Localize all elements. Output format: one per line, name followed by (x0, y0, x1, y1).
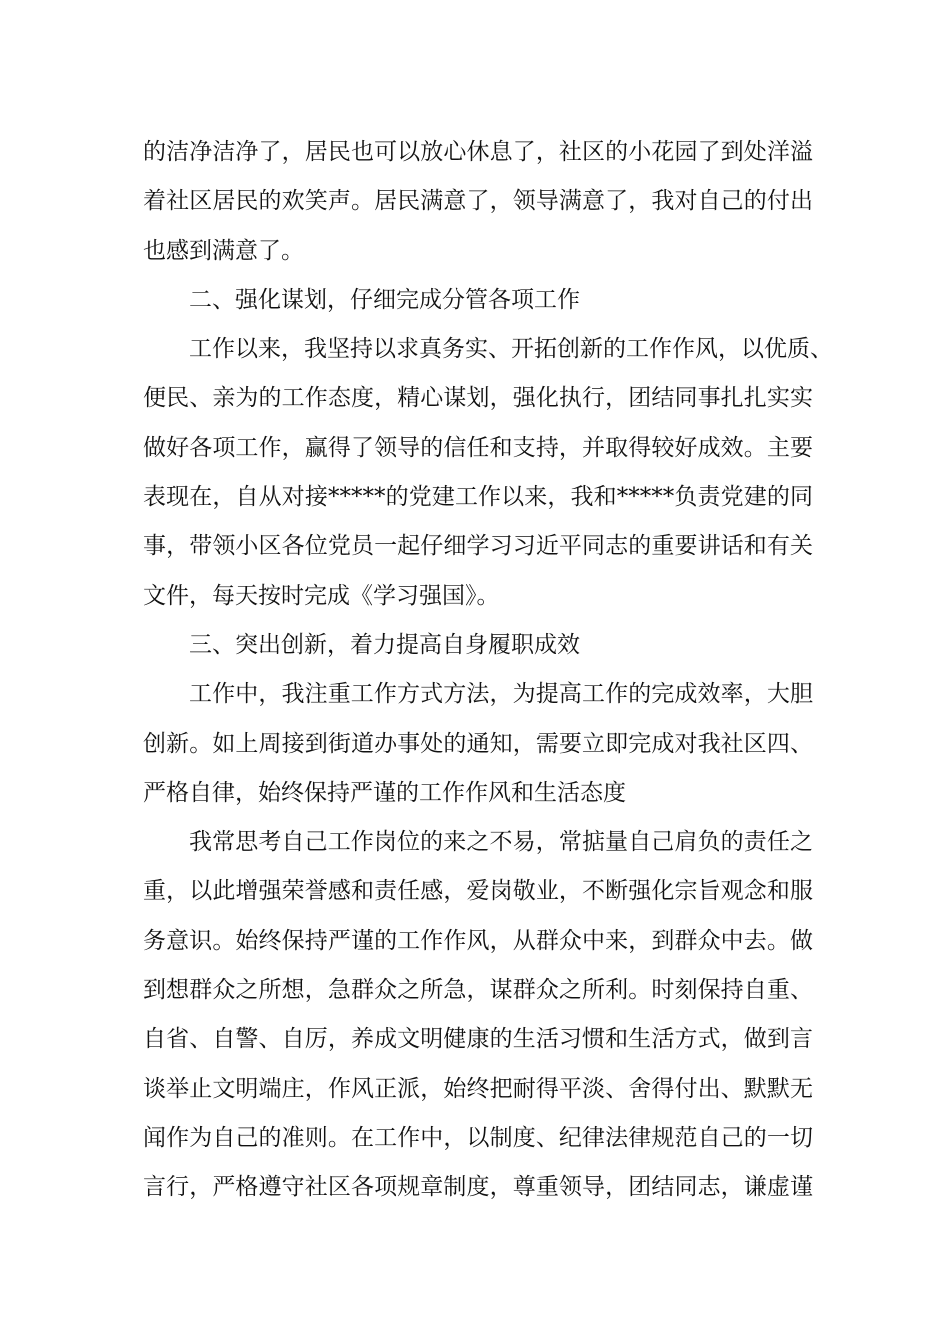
text-line: 做好各项工作，赢得了领导的信任和支持，并取得较好成效。主要 (143, 434, 813, 461)
text-line: 也感到满意了。 (143, 237, 304, 264)
text-line: 严格自律，始终保持严谨的工作作风和生活态度 (143, 779, 626, 806)
text-line: 工作以来，我坚持以求真务实、开拓创新的工作作风，以优质、 (189, 336, 833, 363)
text-line: 便民、亲为的工作态度，精心谋划，强化执行，团结同事扎扎实实 (143, 385, 813, 412)
text-line: 自省、自警、自厉，养成文明健康的生活习惯和生活方式，做到言 (143, 1026, 813, 1053)
text-line: 创新。如上周接到街道办事处的通知，需要立即完成对我社区四、 (143, 730, 813, 757)
text-line: 重，以此增强荣誉感和责任感，爱岗敬业，不断强化宗旨观念和服 (143, 878, 813, 905)
text-line: 着社区居民的欢笑声。居民满意了，领导满意了，我对自己的付出 (143, 188, 813, 215)
document-body (143, 128, 833, 1213)
text-line: 表现在，自从对接*****的党建工作以来，我和*****负责党建的同 (143, 484, 813, 511)
section-heading: 二、强化谋划，仔细完成分管各项工作 (189, 286, 580, 313)
text-line: 到想群众之所想，急群众之所急，谋群众之所利。时刻保持自重、 (143, 977, 813, 1004)
text-line: 言行，严格遵守社区各项规章制度，尊重领导，团结同志，谦虚谨 (143, 1174, 813, 1201)
text-line: 工作中，我注重工作方式方法，为提高工作的完成效率，大胆 (189, 681, 813, 708)
section-heading: 三、突出创新，着力提高自身履职成效 (189, 631, 580, 658)
text-line: 谈举止文明端庄，作风正派，始终把耐得平淡、舍得付出、默默无 (143, 1075, 813, 1102)
text-line: 闻作为自己的准则。在工作中，以制度、纪律法律规范自己的一切 (143, 1124, 813, 1151)
text-line: 的洁净洁净了，居民也可以放心休息了，社区的小花园了到处洋溢 (143, 139, 813, 165)
text-line: 事，带领小区各位党员一起仔细学习习近平同志的重要讲话和有关 (143, 533, 813, 560)
text-line: 我常思考自己工作岗位的来之不易，常掂量自己肩负的责任之 (189, 829, 813, 856)
text-line: 文件，每天按时完成《学习强国》。 (143, 582, 500, 609)
text-line: 务意识。始终保持严谨的工作作风，从群众中来，到群众中去。做 (143, 927, 813, 954)
